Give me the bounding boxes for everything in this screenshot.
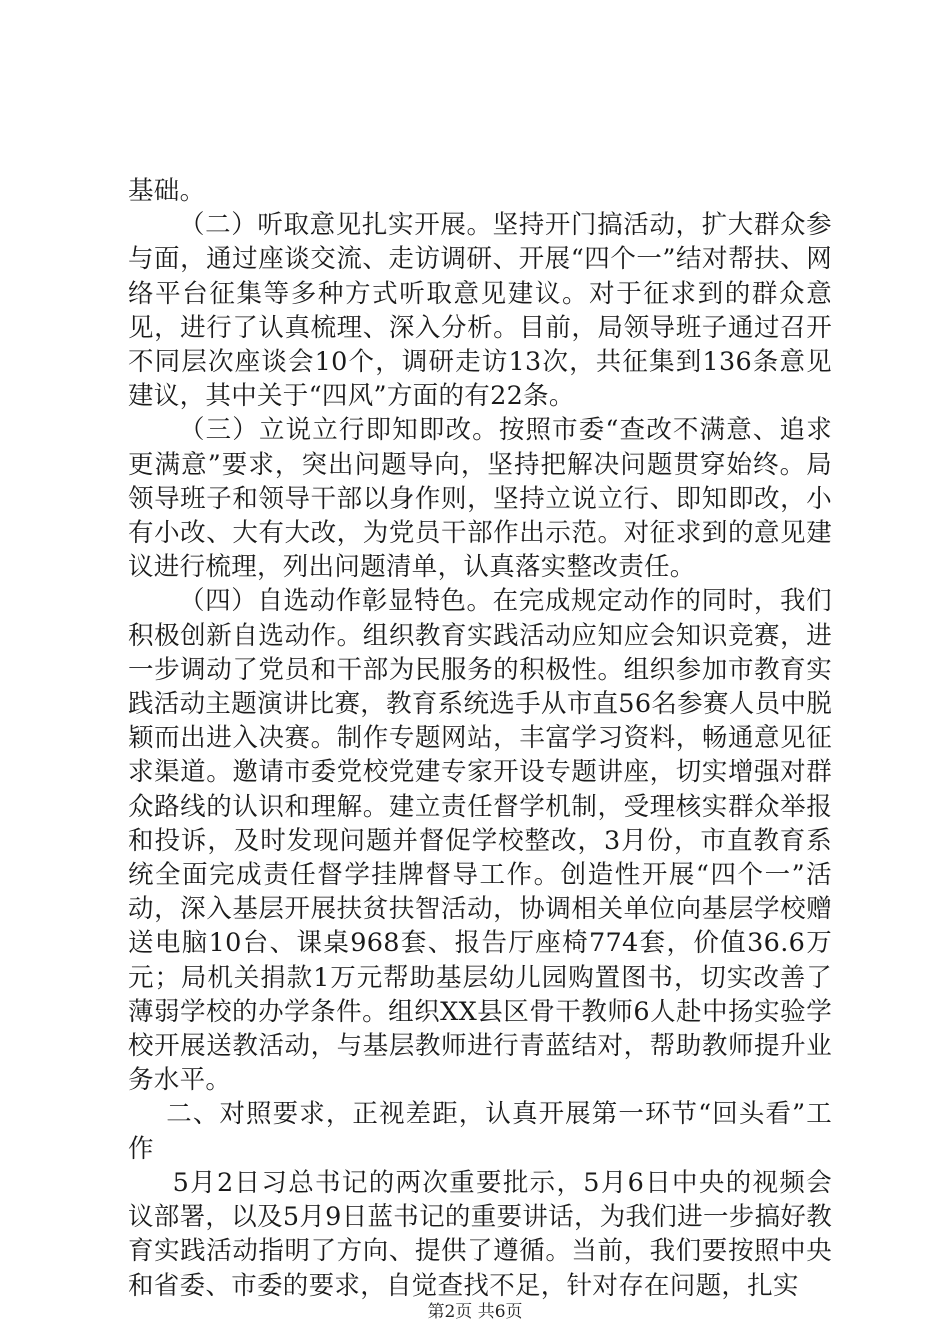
page-footer [0,1302,950,1322]
paragraph-section-3: （三）立说立行即知即改。按照市委“查改不满意、追求更满意”要求，突出问题导向，坚持把解决问题贯穿始终。局领导班子和领导干部以身作则，坚持立说立行、即知即改，小有小改、大有大改，为党员干部作出示范。对征求到的意见建议进行梳理，列出问题清单，认真落实整改责任。 [128,415,832,583]
page-number: 第2页 共6页 [427,1302,523,1322]
paragraph-section-4: （四）自选动作彰显特色。在完成规定动作的同时，我们积极创新自选动作。组织教育实践活动应知应会知识竞赛，进一步调动了党员和干部为民服务的积极性。组织参加市教育实践活动主题演讲比赛，教育系统选手从市直56名参赛人员中脱颖而出进入决赛。制作专题网站，丰富学习资料，畅通意见征求渠道。邀请市委党校党建专家开设专题讲座，切实增强对群众路线的认识和理解。建立责任督学机制，受理核实群众举报和投诉，及时发现问题并督促学校整改，3月份，市直教育系统全面完成责任督学挂牌督导工作。创造性开展“四个一”活动，深入基层开展扶贫扶智活动，协调相关单位向基层学校赠送电脑10台、课桌968套、报告厅座椅774套，价值36.6万元；局机关捐款1万元帮助基层幼儿园购置图书，切实改善了薄弱学校的办学条件。组织XX县区骨干教师6人赴中扬实验学校开展送教活动，与基层教师进行青蓝结对，帮助教师提升业务水平。 [128,586,832,1096]
paragraph-section-heading-body: 5月2日习总书记的两次重要批示，5月6日中央的视频会议部署，以及5月9日蓝书记的重要讲话，为我们进一步搞好教育实践活动指明了方向、提供了遵循。当前，我们要按照中央和省委、市委的要求，自觉查找不足，针对存在问题，扎实 [128,1167,832,1301]
document-body [128,174,832,1303]
paragraph-section-2: （二）听取意见扎实开展。坚持开门搞活动，扩大群众参与面，通过座谈交流、走访调研、开展“四个一”结对帮扶、网络平台征集等多种方式听取意见建议。对于征求到的群众意见，进行了认真梳理、深入分析。目前，局领导班子通过召开不同层次座谈会10个，调研走访13次，共征集到136条意见建议，其中关于“四风”方面的有22条。 [128,210,832,412]
paragraph-continuation: 基础。 [128,176,206,206]
section-heading-2: 二、对照要求，正视差距，认真开展第一环节“回头看”工作 [128,1099,832,1164]
